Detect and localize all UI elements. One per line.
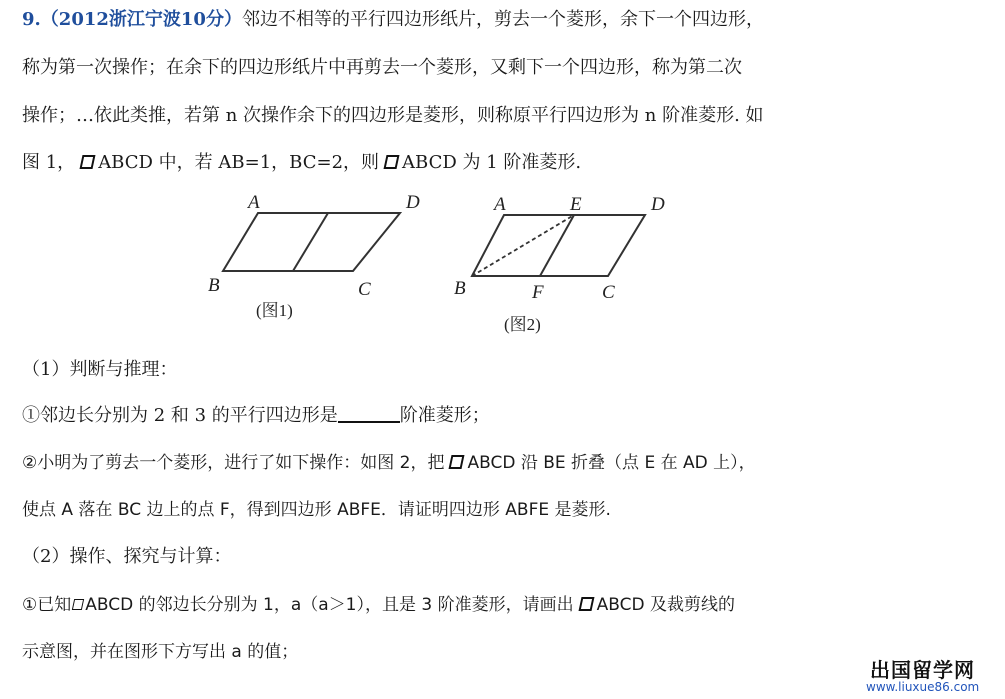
- part1-q2-text: ②小明为了剪去一个菱形，进行了如下操作：如图 2，把: [22, 453, 445, 473]
- part1-question-2-line-1: [22, 451, 756, 475]
- figure-2: [448, 190, 688, 340]
- question-text: ABCD 为 1 阶准菱形.: [402, 152, 582, 173]
- question-line-2: [22, 56, 742, 80]
- figure-1: [200, 188, 440, 328]
- question-number: 9.: [22, 9, 41, 30]
- part2-heading-text: （2）操作、探究与计算：: [22, 546, 232, 567]
- figure2-label-C: C: [602, 282, 615, 303]
- part1-heading-text: （1）判断与推理：: [22, 359, 178, 380]
- part1-question-2-line-2: [22, 498, 611, 522]
- part1-heading: [22, 358, 177, 382]
- question-text: ABCD 中，若 AB=1，BC=2，则: [98, 152, 380, 173]
- figure1-caption: (图1): [256, 301, 293, 320]
- question-text: 操作；…依此类推，若第 n 次操作余下的四边形是菱形，则称原平行四边形为 n 阶准菱形. 如: [22, 105, 764, 126]
- watermark-brand: 出国留学网: [870, 658, 975, 682]
- figure1-label-C: C: [358, 279, 371, 300]
- question-line-1: [22, 8, 764, 32]
- answer-blank[interactable]: [338, 403, 400, 423]
- parallelogram-icon: [80, 155, 96, 169]
- parallelogram-icon: [384, 155, 400, 169]
- figure1-label-B: B: [208, 275, 220, 296]
- question-source: （2012浙江宁波10分）: [40, 9, 242, 30]
- figure2-label-F: F: [532, 282, 544, 303]
- parallelogram-icon: [72, 599, 84, 610]
- figure1-cut-line: [293, 213, 328, 271]
- part2-heading: [22, 545, 231, 569]
- figure2-label-E: E: [570, 194, 582, 215]
- part2-question-1-line-1: [22, 593, 735, 617]
- parallelogram-icon: [578, 597, 594, 611]
- part2-q1-text-mid: ABCD 的邻边长分别为 1，a（a＞1），且是 3 阶准菱形，请画出: [85, 595, 574, 615]
- parallelogram-icon: [449, 455, 465, 469]
- figure2-label-A: A: [494, 194, 506, 215]
- figure2-label-B: B: [454, 278, 466, 299]
- watermark-url[interactable]: www.liuxue86.com: [866, 680, 980, 694]
- question-text: 邻边不相等的平行四边形纸片，剪去一个菱形，余下一个四边形，: [241, 9, 764, 30]
- part2-question-1-line-2: [22, 640, 298, 664]
- part1-q1-text: ①邻边长分别为 2 和 3 的平行四边形是: [22, 405, 338, 426]
- figure2-caption: (图2): [504, 315, 541, 334]
- part2-q1-text: ①已知: [22, 595, 72, 615]
- question-text: 称为第一次操作；在余下的四边形纸片中再剪去一个菱形，又剩下一个四边形，称为第二次: [22, 57, 742, 78]
- part2-q1-text-cont: 示意图，并在图形下方写出 a 的值；: [22, 642, 299, 662]
- figure1-label-D: D: [406, 192, 420, 213]
- part1-q1-text-after: 阶准菱形；: [399, 405, 490, 426]
- figure1-label-A: A: [248, 192, 260, 213]
- figure2-label-D: D: [651, 194, 665, 215]
- part1-question-1: [22, 403, 490, 428]
- question-line-3: [22, 104, 764, 128]
- part1-q2-text-after: ABCD 沿 BE 折叠（点 E 在 AD 上），: [467, 453, 756, 473]
- question-line-4: [22, 151, 581, 175]
- question-text: 图 1，: [22, 152, 76, 173]
- part1-q2-text-cont: 使点 A 落在 BC 边上的点 F，得到四边形 ABFE．请证明四边形 ABFE 是菱形.: [22, 500, 611, 520]
- part2-q1-text-after: ABCD 及裁剪线的: [596, 595, 735, 615]
